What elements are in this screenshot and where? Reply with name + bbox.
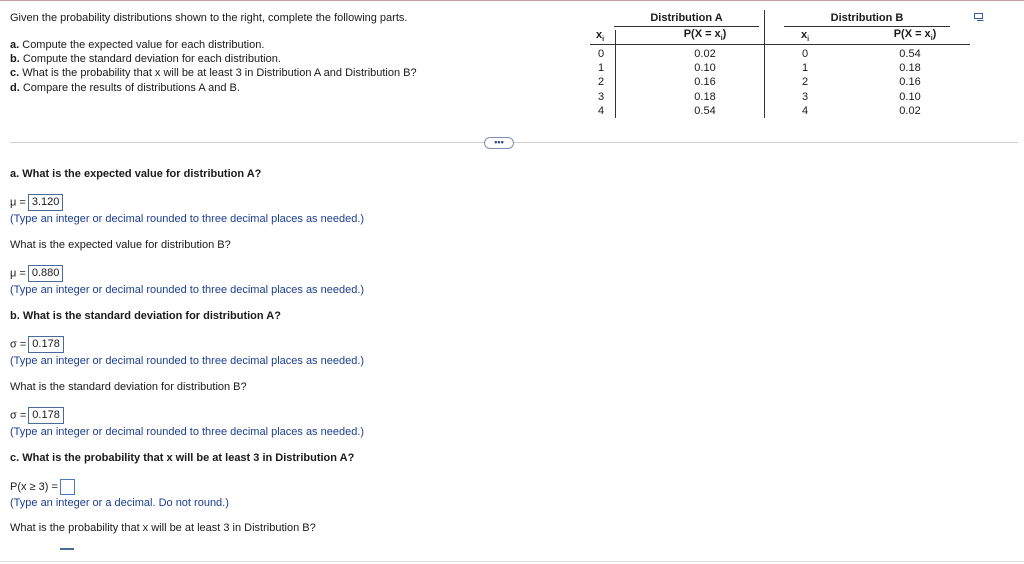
parts-list xyxy=(10,38,417,95)
part-c: c. What is the probability that x will be at least 3 in Distribution A and Distribution B? xyxy=(10,67,417,80)
dist-a-x-col: 0 1 2 3 4 xyxy=(597,48,605,117)
answer-input-sigma-a[interactable]: 0.178 xyxy=(28,336,64,353)
dist-a-title-rule xyxy=(614,26,759,27)
part-a: a. Compute the expected value for each distribution. xyxy=(10,39,265,51)
intro-text: Given the probability distributions shown to the right, complete the following parts. xyxy=(10,12,408,24)
dist-a-p-col: 0.02 0.10 0.16 0.18 0.54 xyxy=(694,48,716,117)
dist-separator xyxy=(764,10,765,118)
distribution-table xyxy=(570,10,970,120)
answer-row-b-dist-a: σ = 0.178 xyxy=(10,336,64,353)
header-rule xyxy=(590,44,970,45)
dist-b-title-rule xyxy=(784,26,950,27)
answer-input-mu-b[interactable]: 0.880 xyxy=(28,265,64,282)
dist-b-x-header: $x_i$ xyxy=(800,29,810,44)
question-a-dist-b: What is the expected value for distribution B? xyxy=(10,239,231,251)
answer-input-mu-a[interactable]: 3.120 xyxy=(28,194,64,211)
dist-b-x-col: 0 1 2 3 4 xyxy=(801,48,809,117)
hint-b-dist-b: (Type an integer or decimal rounded to three decimal places as needed.) xyxy=(10,426,365,438)
answer-input-prob-a[interactable] xyxy=(60,479,75,495)
question-b-dist-b: What is the standard deviation for distribution B? xyxy=(10,381,247,393)
copy-icon[interactable] xyxy=(974,13,984,21)
question-c-dist-a: c. What is the probability that x will be at least 3 in Distribution A? xyxy=(10,452,355,464)
answer-row-a-dist-b: μ = 0.880 xyxy=(10,265,63,282)
answer-row-b-dist-b: σ = 0.178 xyxy=(10,407,64,424)
top-border xyxy=(0,0,1024,1)
dist-a-divider xyxy=(615,30,616,118)
dist-b-p-header: $P(X = x_i)$ xyxy=(893,28,937,43)
part-d: d. Compare the results of distributions A and B. xyxy=(10,81,240,94)
dist-b-title: Distribution B xyxy=(830,12,904,24)
question-a-dist-a: a. What is the expected value for distribution A? xyxy=(10,168,262,180)
dist-a-p-header: $P(X = x_i)$ xyxy=(683,28,727,43)
question-b-dist-a: b. What is the standard deviation for distribution A? xyxy=(10,310,281,322)
bottom-border xyxy=(0,561,1024,562)
hint-c-dist-a: (Type an integer or a decimal. Do not round.) xyxy=(10,497,229,509)
hint-b-dist-a: (Type an integer or decimal rounded to three decimal places as needed.) xyxy=(10,355,365,367)
answer-input-prob-b-partial[interactable] xyxy=(60,548,74,550)
dist-a-title: Distribution A xyxy=(650,12,723,24)
dist-a-x-header: $x_i$ xyxy=(595,29,605,44)
answer-row-c-dist-a: P(x ≥ 3) = xyxy=(10,479,75,495)
section-divider xyxy=(10,142,1018,143)
hint-a-dist-a: (Type an integer or decimal rounded to three decimal places as needed.) xyxy=(10,213,365,225)
answer-row-a-dist-a: μ = 3.120 xyxy=(10,194,63,211)
hint-a-dist-b: (Type an integer or decimal rounded to three decimal places as needed.) xyxy=(10,284,365,296)
expand-more-button[interactable]: ••• xyxy=(484,137,514,149)
question-c-dist-b: What is the probability that x will be at least 3 in Distribution B? xyxy=(10,522,316,534)
part-b: b. Compute the standard deviation for each distribution. xyxy=(10,53,281,66)
answer-input-sigma-b[interactable]: 0.178 xyxy=(28,407,64,424)
dist-b-p-col: 0.54 0.18 0.16 0.10 0.02 xyxy=(899,48,921,117)
